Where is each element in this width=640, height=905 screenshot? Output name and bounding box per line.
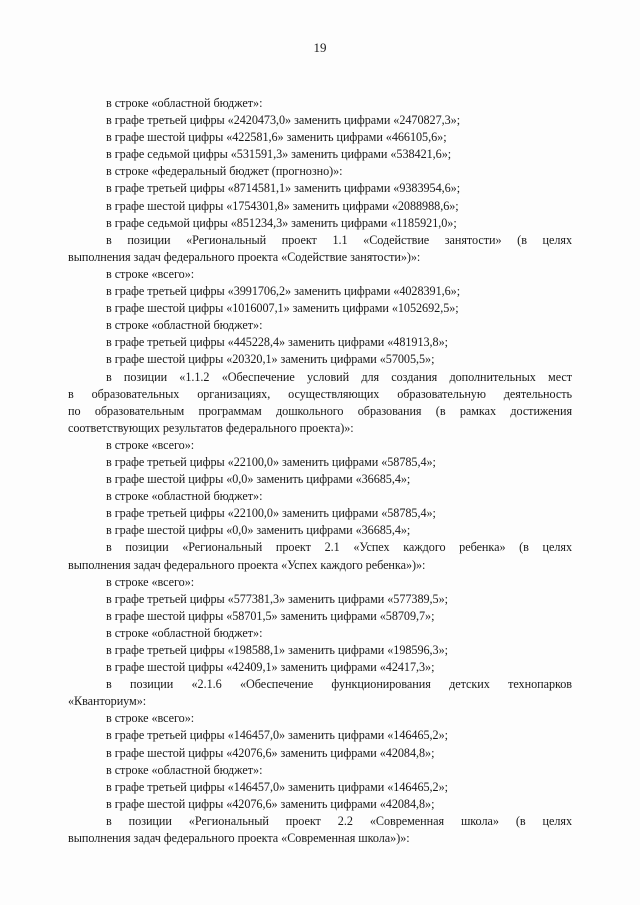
text-line: в графе третьей цифры «146457,0» заменить цифрами «146465,2»; [106, 779, 448, 794]
text-line: выполнения задач федерального проекта «Успех каждого ребенка»)»: [68, 557, 426, 572]
text-line: в позиции «2.1.6 «Обеспечение функционирования детских технопарков [106, 677, 572, 692]
text-line: в графе третьей цифры «2420473,0» заменить цифрами «2470827,3»; [106, 113, 461, 128]
text-line: в графе третьей цифры «445228,4» заменить цифрами «481913,8»; [106, 335, 448, 350]
text-line: в строке «всего»: [106, 711, 195, 726]
text-line: в графе третьей цифры «8714581,1» заменить цифрами «9383954,6»; [106, 181, 461, 196]
text-line: в графе третьей цифры «22100,0» заменить цифрами «58785,4»; [106, 506, 436, 521]
text-line: выполнения задач федерального проекта «Современная школа»)»: [68, 831, 410, 846]
text-line: в графе шестой цифры «1016007,1» заменить цифрами «1052692,5»; [106, 301, 459, 316]
text-line: в строке «областной бюджет»: [106, 318, 263, 333]
text-line: в строке «областной бюджет»: [106, 489, 263, 504]
text-line: в позиции «Региональный проект 2.1 «Успех каждого ребенка» (в целях [106, 540, 572, 555]
text-line: в строке «всего»: [106, 574, 195, 589]
text-line: в графе шестой цифры «1754301,8» заменить цифрами «2088988,6»; [106, 198, 459, 213]
text-line: выполнения задач федерального проекта «Содействие занятости»)»: [68, 249, 421, 264]
text-line: в графе третьей цифры «3991706,2» заменить цифрами «4028391,6»; [106, 284, 461, 299]
text-line: в графе третьей цифры «146457,0» заменить цифрами «146465,2»; [106, 728, 448, 743]
text-line: в графе шестой цифры «58701,5» заменить цифрами «58709,7»; [106, 608, 435, 623]
text-line: в строке «всего»: [106, 437, 195, 452]
text-line: по образовательным программам дошкольного образования (в рамках достижения [68, 403, 572, 418]
text-line: в строке «областной бюджет»: [106, 762, 263, 777]
text-line: в графе шестой цифры «42076,6» заменить цифрами «42084,8»; [106, 745, 435, 760]
text-line: «Кванториум»: [68, 694, 147, 709]
text-line: в графе третьей цифры «198588,1» заменить цифрами «198596,3»; [106, 643, 448, 657]
text-line: в строке «областной бюджет»: [106, 625, 263, 640]
text-line: в строке «областной бюджет»: [106, 96, 263, 110]
text-line: в графе третьей цифры «577381,3» заменить цифрами «577389,5»; [106, 591, 448, 606]
text-line: в графе шестой цифры «20320,1» заменить цифрами «57005,5»; [106, 352, 435, 367]
text-line: в графе шестой цифры «422581,6» заменить цифрами «466105,6»; [106, 130, 447, 145]
text-line: в строке «всего»: [106, 266, 195, 281]
text-line: в графе шестой цифры «42076,6» заменить цифрами «42084,8»; [106, 796, 435, 811]
text-line: в графе седьмой цифры «851234,3» заменить цифрами «1185921,0»; [106, 215, 457, 230]
text-line: в строке «федеральный бюджет (прогнозно)»: [106, 164, 343, 179]
text-line: соответствующих результатов федерального проекта)»: [68, 420, 354, 435]
document-body [68, 95, 572, 847]
text-line: в графе шестой цифры «42409,1» заменить цифрами «42417,3»; [106, 660, 435, 675]
text-line: в позиции «Региональный проект 2.2 «Современная школа» (в целях [106, 813, 572, 828]
text-line: в графе шестой цифры «0,0» заменить цифрами «36685,4»; [106, 472, 411, 487]
text-line: в позиции «Региональный проект 1.1 «Содействие занятости» (в целях [106, 232, 572, 247]
text-line: в графе третьей цифры «22100,0» заменить цифрами «58785,4»; [106, 454, 436, 469]
text-line: в графе шестой цифры «0,0» заменить цифрами «36685,4»; [106, 523, 411, 538]
text-line: в графе седьмой цифры «531591,3» заменить цифрами «538421,6»; [106, 147, 452, 162]
page-number: 19 [313, 40, 327, 55]
text-line: в позиции «1.1.2 «Обеспечение условий для создания дополнительных мест [106, 369, 572, 384]
text-line: в образовательных организациях, осуществляющих образовательную деятельность [68, 386, 572, 401]
